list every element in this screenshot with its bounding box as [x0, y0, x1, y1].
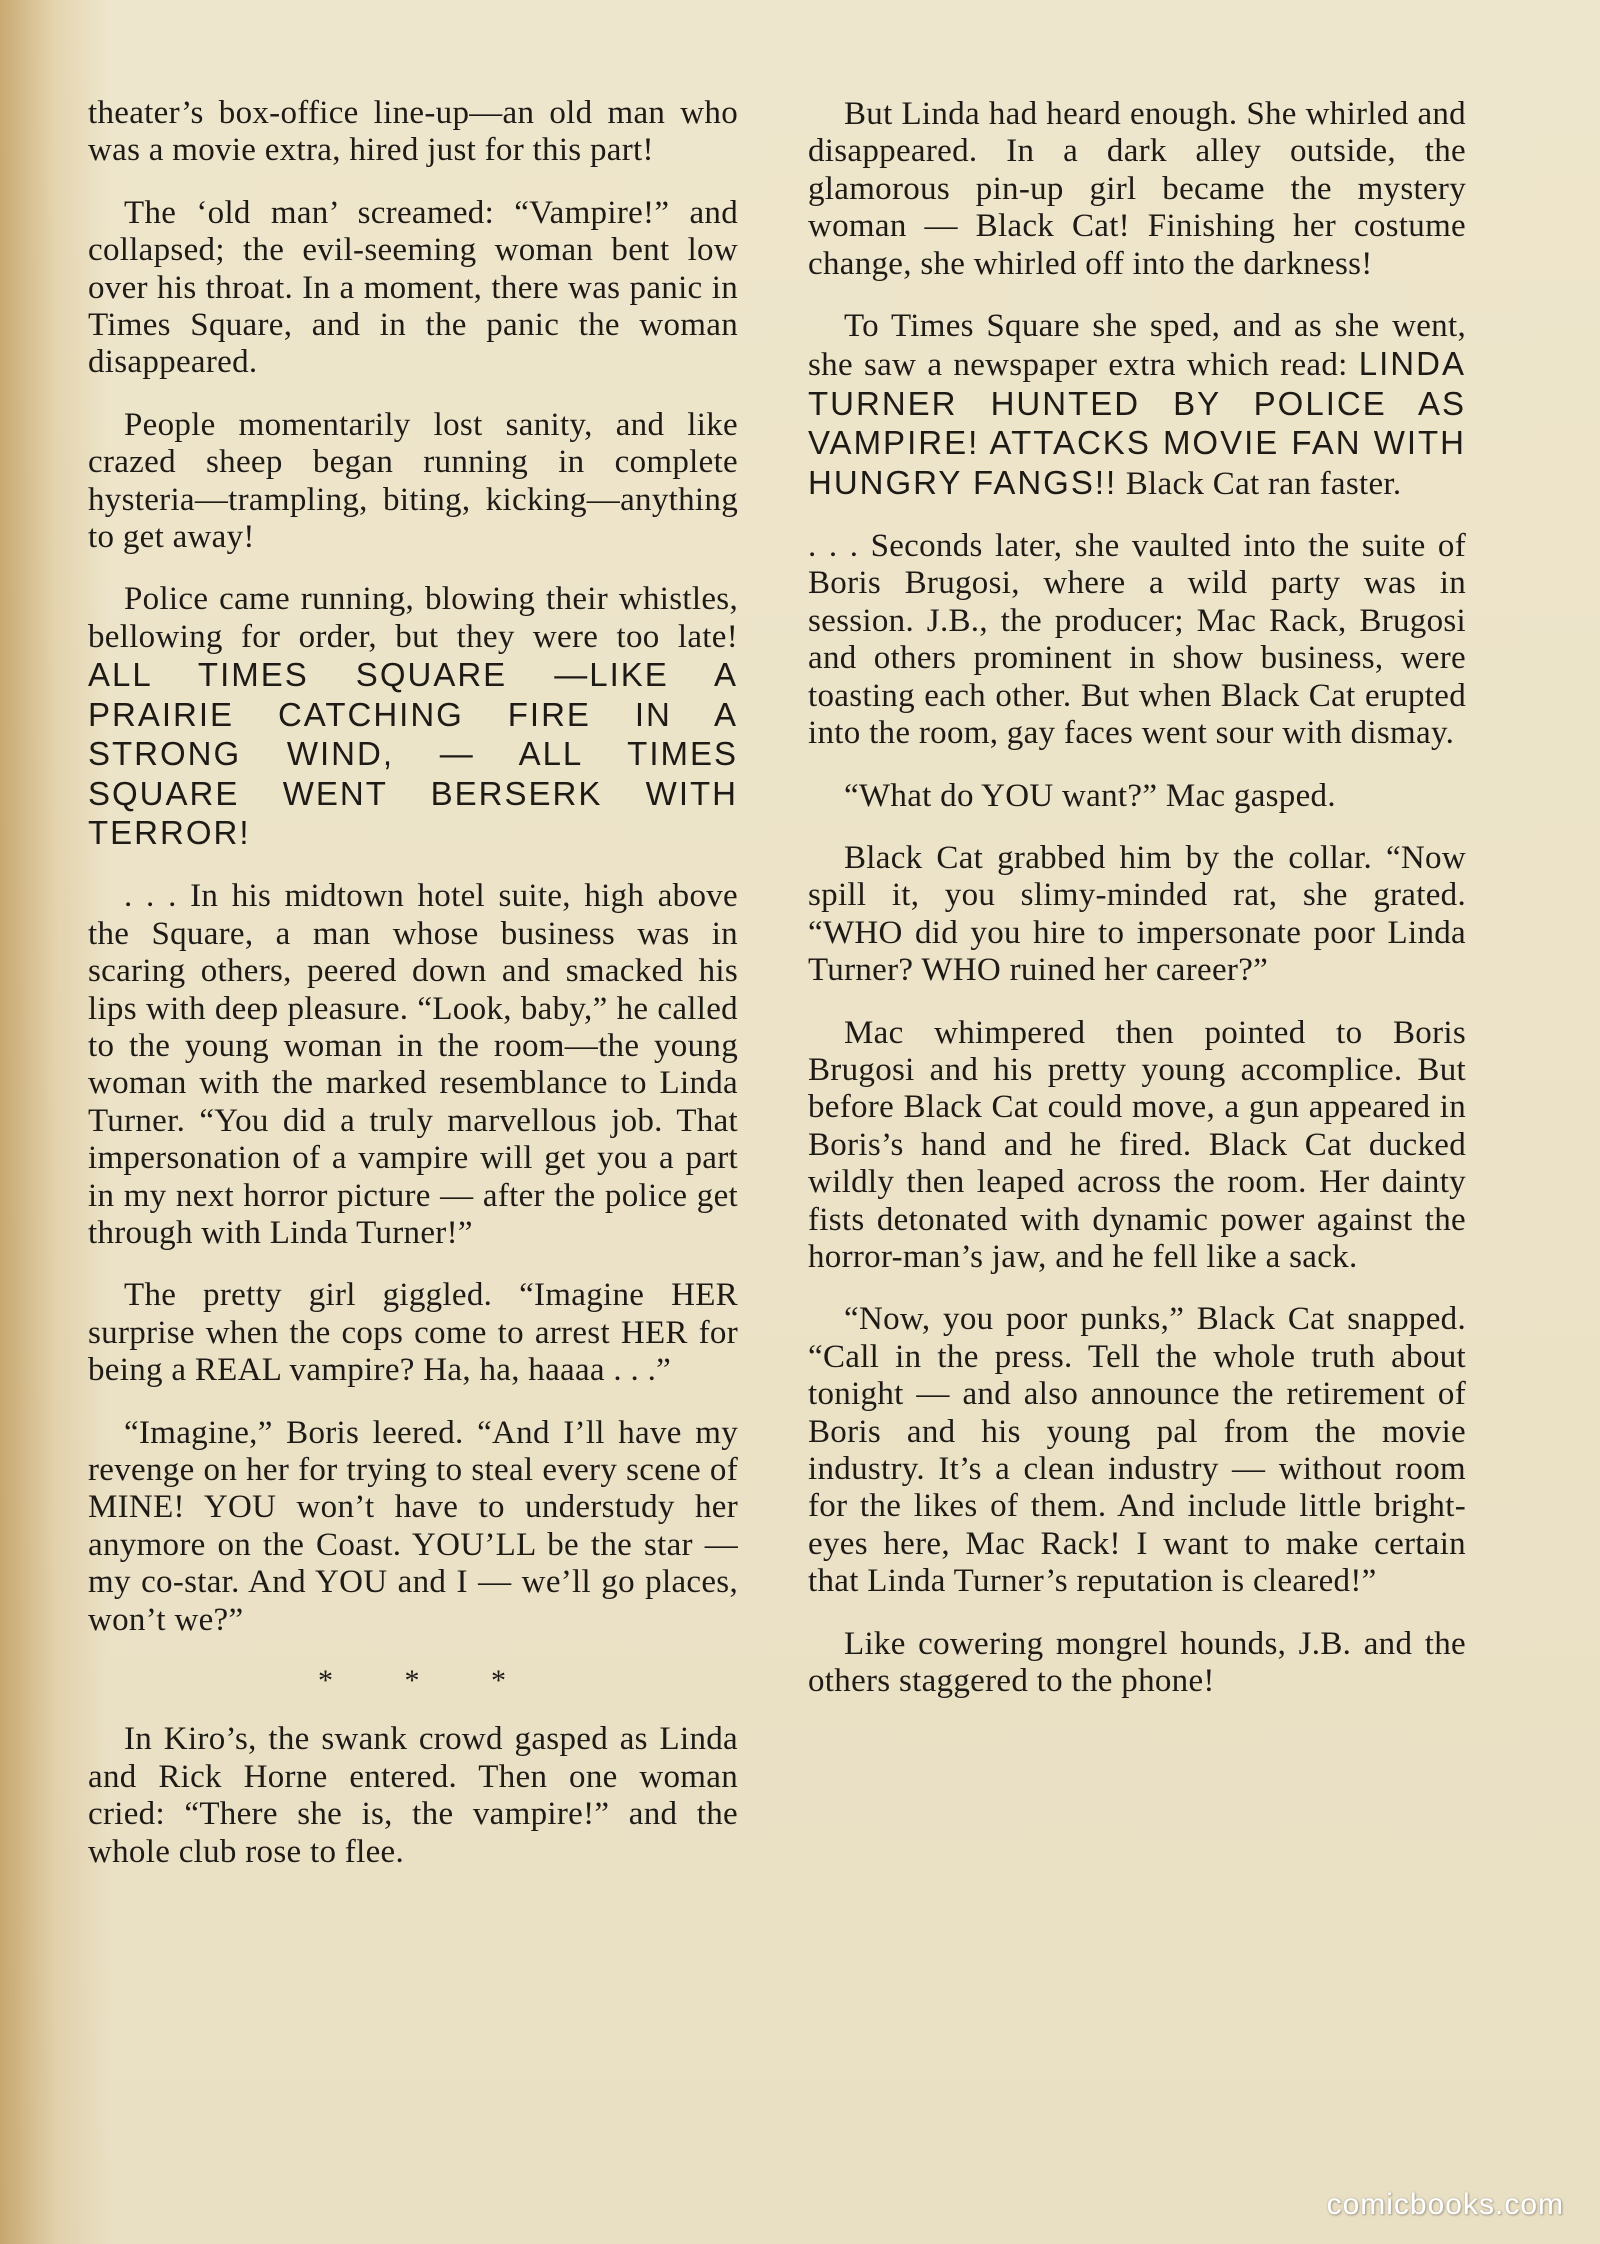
paragraph [808, 308, 1466, 503]
paragraph: . . . Seconds later, she vaulted into the suite of Boris Brugosi, where a wild party was in session. J.B., the producer; Mac Rack, Brugosi and others prominent in show business, were toasting each other. But when Black Cat erupted into the room, gay faces went sour with dismay. [808, 528, 1466, 752]
paragraph: The pretty girl giggled. “Imagine HER surprise when the cops come to arrest HER for being a REAL vampire? Ha, ha, haaaa . . .” [88, 1277, 738, 1389]
section-separator: * * * [318, 1664, 508, 1698]
paragraph: But Linda had heard enough. She whirled and disappeared. In a dark alley outside, the glamorous pin-up girl became the mystery woman — Black Cat! Finishing her costume change, she whirled off into the darkness! [808, 96, 1466, 282]
headline-caps-text: ALL TIMES SQUARE —LIKE A PRAIRIE CATCHING FIRE IN A STRONG WIND, — ALL TIMES SQUARE WENT BERSERK WITH TERROR! [88, 656, 738, 851]
paragraph-text: To Times Square she sped, and as she went, she saw a newspaper extra which read: [808, 308, 1466, 384]
paragraph: theater’s box-office line-up—an old man who was a movie extra, hired just for this part! [88, 95, 738, 169]
paragraph: In Kiro’s, the swank crowd gasped as Linda and Rick Horne entered. Then one woman cried: “There she is, the vampire!” and the whole club rose to flee. [88, 1721, 738, 1870]
watermark: comicbooks.com [1326, 2188, 1564, 2221]
headline-caps-text: LINDA TURNER HUNTED BY POLICE AS VAMPIRE! ATTACKS MOVIE FAN WITH HUNGRY FANGS!! [808, 345, 1466, 501]
paragraph: “What do YOU want?” Mac gasped. [844, 777, 1336, 814]
right-text-column [808, 96, 1466, 1725]
paragraph: Like cowering mongrel hounds, J.B. and the others staggered to the phone! [808, 1625, 1466, 1700]
paragraph [88, 581, 738, 853]
paragraph: “Imagine,” Boris leered. “And I’ll have my revenge on her for trying to steal every scene of MINE! YOU won’t have to understudy her anymore on the Coast. YOU’LL be the star — my co-star. And YOU and I — we’ll go places, won’t we?” [88, 1414, 738, 1638]
paragraph: The ‘old man’ screamed: “Vampire!” and collapsed; the evil-seeming woman bent low over his throat. In a moment, there was panic in Times Square, and in the panic the woman disappeared. [88, 194, 738, 381]
paragraph: Black Cat grabbed him by the collar. “Now spill it, you slimy-minded rat, she grated. “WHO did you hire to impersonate poor Linda Turner? WHO ruined her career?” [808, 839, 1466, 989]
paragraph: . . . In his midtown hotel suite, high above the Square, a man whose business was in scaring others, peered down and smacked his lips with deep pleasure. “Look, baby,” he called to the young woman in the room—the young woman with the marked resemblance to Linda Turner. “You did a truly marvellous job. That impersonation of a vampire will get you a part in my next horror picture — after the police get through with Linda Turner!” [88, 878, 738, 1251]
paragraph: “Now, you poor punks,” Black Cat snapped. “Call in the press. Tell the whole truth about tonight — and also announce the retirement of Boris and his young pal from the movie industry. It’s a clean industry — without room for the likes of them. And include little bright-eyes here, Mac Rack! I want to make certain that Linda Turner’s reputation is cleared!” [808, 1301, 1466, 1600]
left-text-column [88, 95, 738, 1896]
paragraph: Mac whimpered then pointed to Boris Brugosi and his pretty young accomplice. But before Black Cat could move, a gun appeared in Boris’s hand and he fired. Black Cat ducked wildly then leaped across the room. Her dainty fists detonated with dynamic power against the horror-man’s jaw, and he fell like a sack. [808, 1014, 1466, 1275]
paragraph: People momentarily lost sanity, and like crazed sheep began running in complete hysteria—trampling, biting, kicking—anything to get away! [88, 406, 738, 556]
paragraph-text: Black Cat ran faster. [1125, 465, 1402, 502]
paragraph-text: Police came running, blowing their whistles, bellowing for order, but they were too late! [88, 581, 738, 655]
